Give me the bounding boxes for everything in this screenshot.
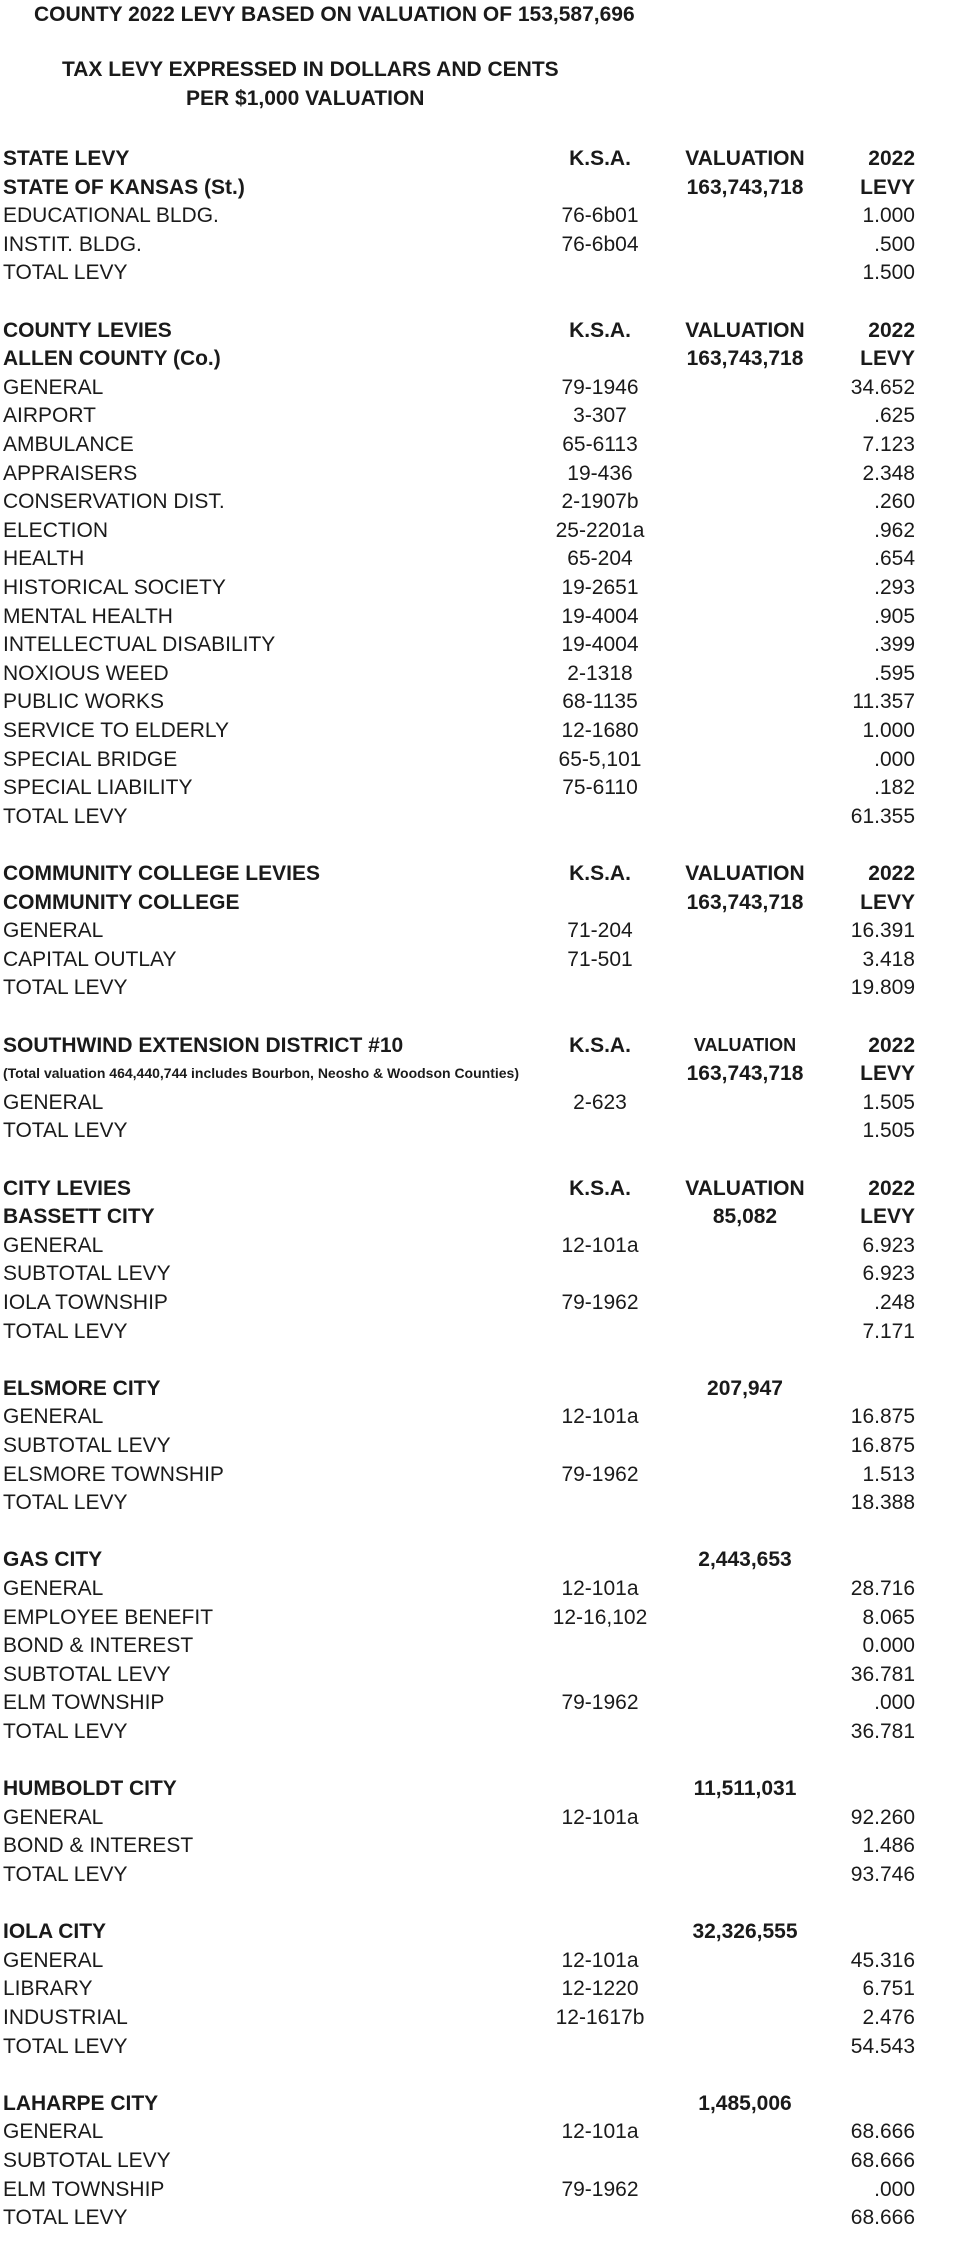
subtitle-line-2: PER $1,000 VALUATION <box>186 87 425 110</box>
row-label: TOTAL LEVY <box>3 2035 128 2058</box>
row-label: SUBTOTAL LEVY <box>3 1663 171 1686</box>
ksa-cell: 19-4004 <box>561 605 639 628</box>
levy-cell: 2022 <box>868 862 915 885</box>
row-label: BASSETT CITY <box>3 1205 155 1228</box>
levy-row <box>0 1402 958 1431</box>
levy-cell: .625 <box>874 404 915 427</box>
ksa-cell: 65-5,101 <box>558 748 642 771</box>
valuation-cell: 11,511,031 <box>693 1777 797 1800</box>
levy-row <box>0 630 958 659</box>
levy-cell: .293 <box>874 576 915 599</box>
levy-cell: 11.357 <box>852 690 915 713</box>
levy-cell: LEVY <box>860 891 915 914</box>
ksa-cell: 65-6113 <box>562 433 638 456</box>
valuation-cell: VALUATION <box>685 862 805 885</box>
section-header-row <box>0 1545 958 1574</box>
levy-cell: .654 <box>874 547 915 570</box>
levy-cell: 1.000 <box>862 719 915 742</box>
row-label: (Total valuation 464,440,744 includes Bourbon, Neosho & Woodson Counties) <box>3 1065 519 1081</box>
row-label: TOTAL LEVY <box>3 1491 128 1514</box>
ksa-cell: 68-1135 <box>562 690 638 713</box>
levy-cell: 68.666 <box>850 2206 915 2229</box>
valuation-cell: 32,326,555 <box>692 1920 798 1943</box>
ksa-cell: 12-101a <box>561 1234 639 1257</box>
row-label: TOTAL LEVY <box>3 1720 128 1743</box>
ksa-cell: 19-4004 <box>561 633 639 656</box>
levy-row <box>0 1088 958 1117</box>
levy-row <box>0 2117 958 2146</box>
levy-cell: .399 <box>874 633 915 656</box>
levy-row <box>0 1717 958 1746</box>
levy-cell: 8.065 <box>862 1606 915 1629</box>
section-header-row <box>0 1374 958 1403</box>
row-label: GENERAL <box>3 1405 104 1428</box>
levy-cell: .962 <box>874 519 915 542</box>
row-label: TOTAL LEVY <box>3 805 128 828</box>
row-label: GAS CITY <box>3 1548 103 1571</box>
row-label: TOTAL LEVY <box>3 1320 128 1343</box>
levy-row <box>0 459 958 488</box>
levy-cell: 1.500 <box>862 261 915 284</box>
row-label: PUBLIC WORKS <box>3 690 165 713</box>
section-header-row <box>0 1774 958 1803</box>
levy-row <box>0 2032 958 2061</box>
levy-row <box>0 1688 958 1717</box>
row-label: COUNTY LEVIES <box>3 319 172 342</box>
valuation-cell: VALUATION <box>685 1177 805 1200</box>
row-label: TOTAL LEVY <box>3 976 128 999</box>
levy-cell: 2022 <box>868 319 915 342</box>
levy-cell: 1.513 <box>862 1463 915 1486</box>
row-label: IOLA CITY <box>3 1920 107 1943</box>
valuation-cell: VALUATION <box>685 319 805 342</box>
levy-row <box>0 430 958 459</box>
levy-cell: 54.543 <box>850 2035 915 2058</box>
levy-row <box>0 745 958 774</box>
levy-row <box>0 1603 958 1632</box>
subtitle-line-1: TAX LEVY EXPRESSED IN DOLLARS AND CENTS <box>62 58 559 81</box>
row-label: NOXIOUS WEED <box>3 662 169 685</box>
levy-row <box>0 1488 958 1517</box>
levy-row <box>0 1631 958 1660</box>
levy-cell: LEVY <box>860 176 915 199</box>
row-label: HUMBOLDT CITY <box>3 1777 177 1800</box>
row-label: CITY LEVIES <box>3 1177 131 1200</box>
valuation-cell: 85,082 <box>712 1205 778 1228</box>
levy-cell: 1.505 <box>862 1091 915 1114</box>
ksa-cell: 12-101a <box>561 1577 639 1600</box>
levy-row <box>0 544 958 573</box>
levy-cell: LEVY <box>860 347 915 370</box>
row-label: SUBTOTAL LEVY <box>3 1434 171 1457</box>
row-label: HEALTH <box>3 547 85 570</box>
row-label: SUBTOTAL LEVY <box>3 2149 171 2172</box>
ksa-cell: 79-1962 <box>561 1691 639 1714</box>
levy-row <box>0 1831 958 1860</box>
levy-row <box>0 373 958 402</box>
ksa-cell: 19-436 <box>567 462 633 485</box>
levy-cell: 36.781 <box>850 1720 915 1743</box>
levy-cell: 2022 <box>868 1177 915 1200</box>
levy-row <box>0 230 958 259</box>
levy-cell: 92.260 <box>850 1806 915 1829</box>
levy-cell: 0.000 <box>862 1634 915 1657</box>
row-label: INDUSTRIAL <box>3 2006 128 2029</box>
row-label: TOTAL LEVY <box>3 261 128 284</box>
page-title: COUNTY 2022 LEVY BASED ON VALUATION OF 153,587,696 <box>34 3 635 26</box>
levy-row <box>0 973 958 1002</box>
ksa-cell: 2-623 <box>573 1091 627 1114</box>
row-label: CAPITAL OUTLAY <box>3 948 177 971</box>
section-header-row <box>0 1031 958 1060</box>
row-label: GENERAL <box>3 1577 104 1600</box>
levy-row <box>0 802 958 831</box>
section-header-row <box>0 1059 958 1088</box>
ksa-cell: 71-204 <box>567 919 633 942</box>
levy-cell: .248 <box>874 1291 915 1314</box>
ksa-cell: 76-6b04 <box>561 233 639 256</box>
ksa-cell: 79-1962 <box>561 2178 639 2201</box>
row-label: TOTAL LEVY <box>3 1119 128 1142</box>
levy-cell: 36.781 <box>850 1663 915 1686</box>
levy-cell: 2022 <box>868 147 915 170</box>
row-label: SUBTOTAL LEVY <box>3 1262 171 1285</box>
row-label: ELSMORE CITY <box>3 1377 161 1400</box>
row-label: COMMUNITY COLLEGE LEVIES <box>3 862 320 885</box>
levy-row <box>0 716 958 745</box>
section-header-row <box>0 344 958 373</box>
levy-cell: 2022 <box>868 1034 915 1057</box>
row-label: GENERAL <box>3 1234 104 1257</box>
levy-cell: 2.348 <box>862 462 915 485</box>
ksa-cell: K.S.A. <box>569 319 631 342</box>
levy-cell: 6.923 <box>862 1262 915 1285</box>
ksa-cell: 12-1617b <box>555 2006 645 2029</box>
ksa-cell: 12-101a <box>561 1806 639 1829</box>
levy-row <box>0 1317 958 1346</box>
levy-row <box>0 487 958 516</box>
section-header-row <box>0 144 958 173</box>
ksa-cell: 12-101a <box>561 2120 639 2143</box>
levy-cell: 68.666 <box>850 2149 915 2172</box>
ksa-cell: 79-1962 <box>561 1291 639 1314</box>
row-label: AMBULANCE <box>3 433 134 456</box>
row-label: GENERAL <box>3 2120 104 2143</box>
section-header-row <box>0 2089 958 2118</box>
section-header-row <box>0 173 958 202</box>
row-label: MENTAL HEALTH <box>3 605 173 628</box>
levy-cell: 34.652 <box>850 376 915 399</box>
row-label: STATE OF KANSAS (St.) <box>3 176 245 199</box>
levy-cell: .500 <box>874 233 915 256</box>
levy-cell: 1.486 <box>862 1834 915 1857</box>
row-label: CONSERVATION DIST. <box>3 490 225 513</box>
levy-row <box>0 1231 958 1260</box>
row-label: TOTAL LEVY <box>3 2206 128 2229</box>
section-header-row <box>0 316 958 345</box>
levy-row <box>0 573 958 602</box>
row-label: ALLEN COUNTY (Co.) <box>3 347 221 370</box>
row-label: TOTAL LEVY <box>3 1863 128 1886</box>
levy-cell: 61.355 <box>850 805 915 828</box>
levy-row <box>0 258 958 287</box>
row-label: AIRPORT <box>3 404 96 427</box>
levy-cell: 45.316 <box>850 1949 915 1972</box>
levy-row <box>0 1116 958 1145</box>
valuation-cell: VALUATION <box>685 147 805 170</box>
levy-cell: 6.751 <box>862 1977 915 2000</box>
ksa-cell: K.S.A. <box>569 862 631 885</box>
levy-row <box>0 401 958 430</box>
valuation-cell: 163,743,718 <box>686 176 804 199</box>
levy-row <box>0 945 958 974</box>
levy-row <box>0 1946 958 1975</box>
ksa-cell: 12-16,102 <box>552 1606 648 1629</box>
ksa-cell: K.S.A. <box>569 1177 631 1200</box>
row-label: ELM TOWNSHIP <box>3 2178 165 2201</box>
levy-cell: .905 <box>874 605 915 628</box>
section-header-row <box>0 1174 958 1203</box>
levy-row <box>0 2003 958 2032</box>
levy-cell: 93.746 <box>850 1863 915 1886</box>
ksa-cell: 76-6b01 <box>561 204 639 227</box>
levy-cell: LEVY <box>860 1062 915 1085</box>
section-header-row <box>0 1202 958 1231</box>
levy-row <box>0 516 958 545</box>
valuation-cell: 163,743,718 <box>686 891 804 914</box>
row-label: LIBRARY <box>3 1977 93 2000</box>
levy-row <box>0 1288 958 1317</box>
levy-row <box>0 1431 958 1460</box>
ksa-cell: 12-101a <box>561 1949 639 1972</box>
row-label: GENERAL <box>3 1949 104 1972</box>
levy-row <box>0 1460 958 1489</box>
valuation-cell: 2,443,653 <box>698 1548 792 1571</box>
levy-cell: 6.923 <box>862 1234 915 1257</box>
levy-row <box>0 1660 958 1689</box>
levy-cell: .000 <box>874 2178 915 2201</box>
levy-cell: 1.505 <box>862 1119 915 1142</box>
levy-cell: 16.875 <box>850 1434 915 1457</box>
row-label: EDUCATIONAL BLDG. <box>3 204 219 227</box>
levy-cell: 68.666 <box>850 2120 915 2143</box>
levy-row <box>0 1860 958 1889</box>
row-label: GENERAL <box>3 1806 104 1829</box>
levy-row <box>0 602 958 631</box>
row-label: ELECTION <box>3 519 109 542</box>
levy-cell: 2.476 <box>862 2006 915 2029</box>
row-label: IOLA TOWNSHIP <box>3 1291 168 1314</box>
section-header-row <box>0 888 958 917</box>
ksa-cell: K.S.A. <box>569 147 631 170</box>
valuation-cell: 207,947 <box>707 1377 783 1400</box>
row-label: GENERAL <box>3 919 104 942</box>
levy-cell: .000 <box>874 748 915 771</box>
levy-row <box>0 659 958 688</box>
row-label: GENERAL <box>3 1091 104 1114</box>
row-label: STATE LEVY <box>3 147 130 170</box>
levy-row <box>0 201 958 230</box>
levy-cell: .595 <box>874 662 915 685</box>
row-label: BOND & INTEREST <box>3 1634 194 1657</box>
ksa-cell: 79-1946 <box>561 376 639 399</box>
levy-cell: .000 <box>874 1691 915 1714</box>
ksa-cell: K.S.A. <box>569 1034 631 1057</box>
ksa-cell: 3-307 <box>573 404 627 427</box>
row-label: LAHARPE CITY <box>3 2092 159 2115</box>
ksa-cell: 75-6110 <box>562 776 638 799</box>
levy-row <box>0 687 958 716</box>
row-label: EMPLOYEE BENEFIT <box>3 1606 214 1629</box>
valuation-cell: 163,743,718 <box>686 1062 804 1085</box>
levy-cell: .182 <box>874 776 915 799</box>
row-label: HISTORICAL SOCIETY <box>3 576 226 599</box>
valuation-cell: VALUATION <box>693 1035 797 1055</box>
levy-cell: 28.716 <box>850 1577 915 1600</box>
ksa-cell: 12-1220 <box>561 1977 639 2000</box>
levy-cell: 18.388 <box>850 1491 915 1514</box>
row-label: COMMUNITY COLLEGE <box>3 891 240 914</box>
levy-cell: 1.000 <box>862 204 915 227</box>
levy-row <box>0 916 958 945</box>
row-label: INSTIT. BLDG. <box>3 233 142 256</box>
levy-cell: 7.123 <box>862 433 915 456</box>
section-header-row <box>0 1917 958 1946</box>
levy-row <box>0 1259 958 1288</box>
levy-row <box>0 2203 958 2232</box>
row-label: APPRAISERS <box>3 462 138 485</box>
row-label: GENERAL <box>3 376 104 399</box>
ksa-cell: 19-2651 <box>561 576 639 599</box>
valuation-cell: 163,743,718 <box>686 347 804 370</box>
levy-cell: 7.171 <box>862 1320 915 1343</box>
ksa-cell: 2-1318 <box>567 662 633 685</box>
levy-cell: 16.875 <box>850 1405 915 1428</box>
ksa-cell: 65-204 <box>567 547 633 570</box>
row-label: ELSMORE TOWNSHIP <box>3 1463 224 1486</box>
ksa-cell: 2-1907b <box>561 490 639 513</box>
row-label: BOND & INTEREST <box>3 1834 194 1857</box>
levy-cell: 16.391 <box>850 919 915 942</box>
ksa-cell: 12-101a <box>561 1405 639 1428</box>
levy-row <box>0 773 958 802</box>
row-label: SPECIAL BRIDGE <box>3 748 178 771</box>
row-label: SERVICE TO ELDERLY <box>3 719 230 742</box>
levy-cell: LEVY <box>860 1205 915 1228</box>
row-label: INTELLECTUAL DISABILITY <box>3 633 276 656</box>
valuation-cell: 1,485,006 <box>698 2092 792 2115</box>
row-label: SPECIAL LIABILITY <box>3 776 193 799</box>
levy-row <box>0 2175 958 2204</box>
levy-row <box>0 1803 958 1832</box>
levy-cell: .260 <box>874 490 915 513</box>
levy-cell: 3.418 <box>862 948 915 971</box>
ksa-cell: 79-1962 <box>561 1463 639 1486</box>
ksa-cell: 71-501 <box>567 948 633 971</box>
row-label: SOUTHWIND EXTENSION DISTRICT #10 <box>3 1034 404 1057</box>
ksa-cell: 12-1680 <box>561 719 639 742</box>
levy-row <box>0 1574 958 1603</box>
levy-cell: 19.809 <box>850 976 915 999</box>
levy-row <box>0 2146 958 2175</box>
section-header-row <box>0 859 958 888</box>
levy-row <box>0 1974 958 2003</box>
row-label: ELM TOWNSHIP <box>3 1691 165 1714</box>
ksa-cell: 25-2201a <box>555 519 645 542</box>
